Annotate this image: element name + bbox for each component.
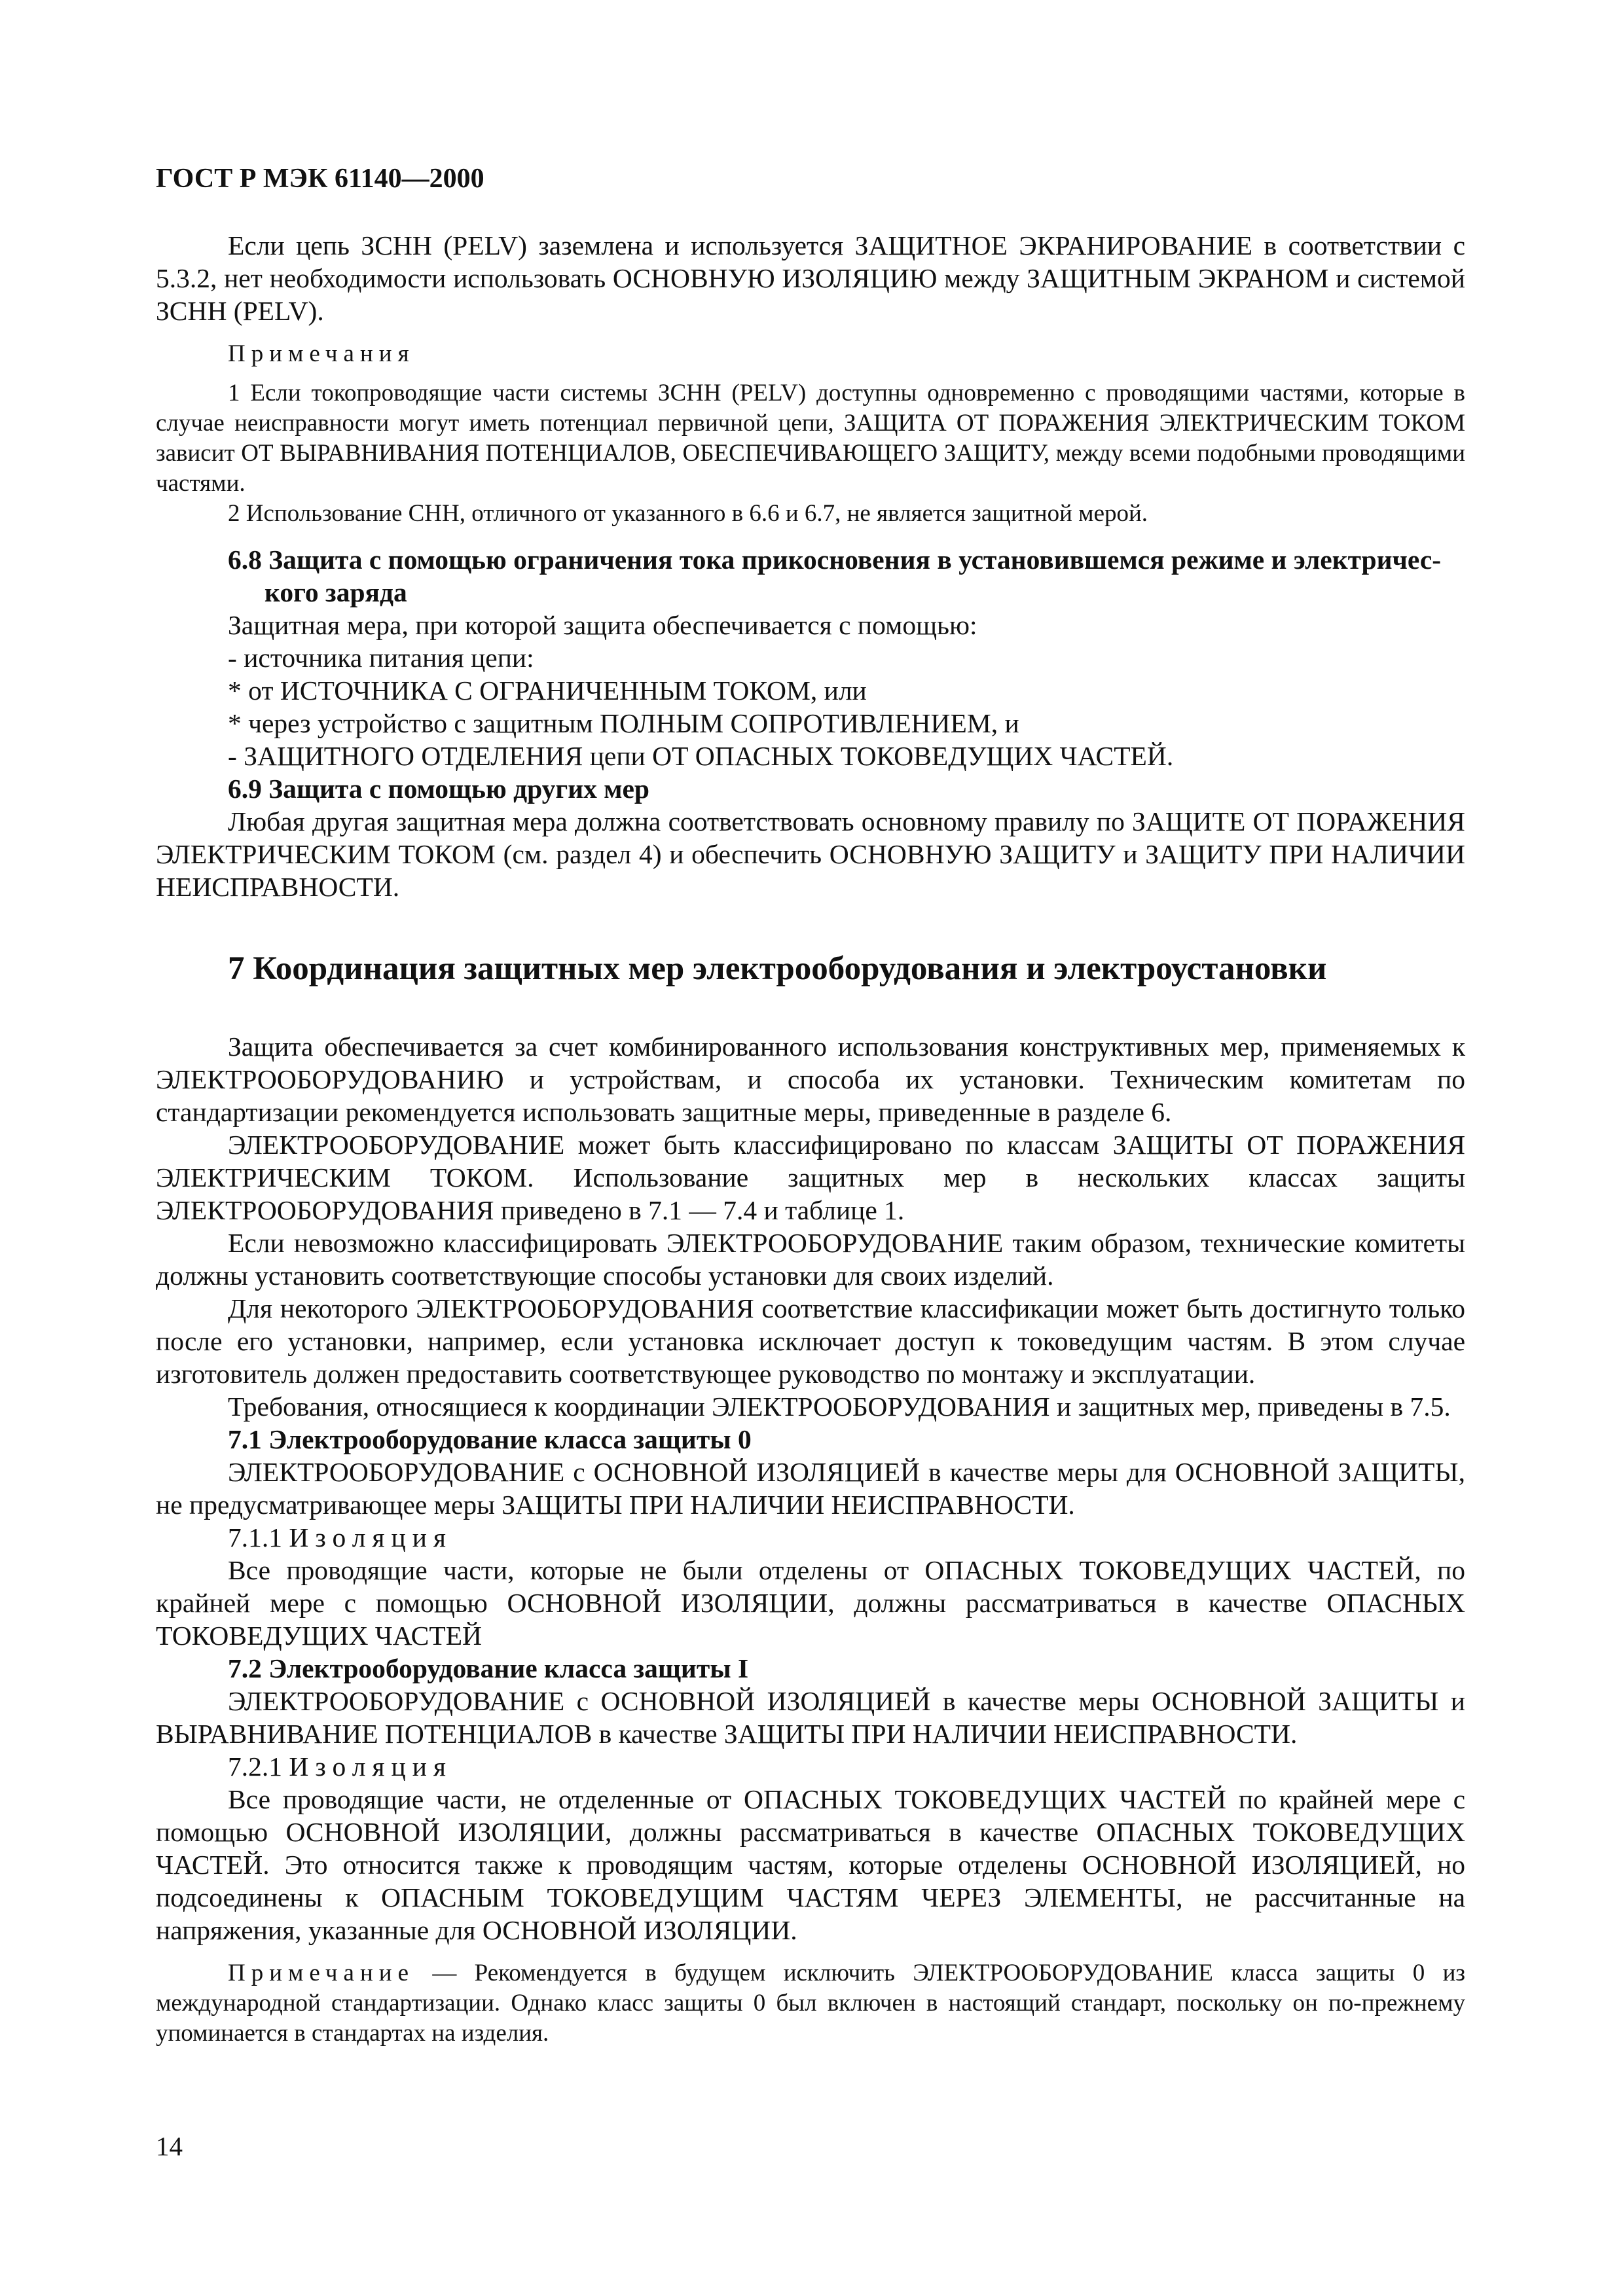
section-7-paragraph: ЭЛЕКТРООБОРУДОВАНИЕ может быть классифицировано по классам ЗАЩИТЫ ОТ ПОРАЖЕНИЯ ЭЛЕКТРИЧЕСКИМ ТОКОМ. Использование защитных мер в нескольких классах защиты ЭЛЕКТРООБОРУДОВАНИЯ приведено в 7.1 — 7.4 и таблице 1. xyxy=(156,1130,1465,1225)
section-7-body xyxy=(156,1030,1465,1423)
section-7-paragraph: Если невозможно классифицировать ЭЛЕКТРООБОРУДОВАНИЕ таким образом, технические комитеты должны установить соответствующие способы установки для своих изделий. xyxy=(156,1228,1465,1291)
list-item: - ЗАЩИТНОГО ОТДЕЛЕНИЯ цепи ОТ ОПАСНЫХ ТОКОВЕДУЩИХ ЧАСТЕЙ. xyxy=(228,741,1174,771)
page-number: 14 xyxy=(156,2131,183,2161)
section-number: 7.2.1 xyxy=(228,1751,282,1782)
section-number: 7.1.1 xyxy=(228,1522,282,1552)
list-item: * от ИСТОЧНИКА С ОГРАНИЧЕННЫМ ТОКОМ, или xyxy=(228,675,867,706)
section-title: Изоляция xyxy=(289,1522,453,1552)
section-7-1 xyxy=(156,1423,1465,1652)
list-item: * через устройство с защитным ПОЛНЫМ СОПРОТИВЛЕНИЕМ, и xyxy=(228,708,1019,738)
final-note-text: — Рекомендуется в будущем исключить ЭЛЕКТРООБОРУДОВАНИЕ класса защиты 0 из международной стандартизации. Однако класс защиты 0 был включен в настоящий стандарт, поскольку он по-прежнему упоминается в стандартах на изделия. xyxy=(156,1960,1465,2047)
section-6-8 xyxy=(156,543,1465,772)
section-7-1-text: ЭЛЕКТРООБОРУДОВАНИЕ с ОСНОВНОЙ ИЗОЛЯЦИЕЙ в качестве меры для ОСНОВНОЙ ЗАЩИТЫ, не предусматривающее меры ЗАЩИТЫ ПРИ НАЛИЧИИ НЕИСПРАВНОСТИ. xyxy=(156,1457,1465,1520)
section-7-1-1-text: Все проводящие части, которые не были отделены от ОПАСНЫХ ТОКОВЕДУЩИХ ЧАСТЕЙ, по крайней мере с помощью ОСНОВНОЙ ИЗОЛЯЦИИ, должны рассматриваться в качестве ОПАСНЫХ ТОКОВЕДУЩИХ ЧАСТЕЙ xyxy=(156,1555,1465,1651)
section-title: Изоляция xyxy=(289,1751,453,1782)
page-body xyxy=(156,229,1465,2049)
section-6-9 xyxy=(156,772,1465,903)
intro-paragraph: Если цепь ЗСНН (PELV) заземлена и используется ЗАЩИТНОЕ ЭКРАНИРОВАНИЕ в соответствии с 5.3.2, нет необходимости использовать ОСНОВНУЮ ИЗОЛЯЦИЮ между ЗАЩИТНЫМ ЭКРАНОМ и системой ЗСНН (PELV). xyxy=(156,230,1465,326)
section-6-9-text: Любая другая защитная мера должна соответствовать основному правилу по ЗАЩИТЕ ОТ ПОРАЖЕНИЯ ЭЛЕКТРИЧЕСКИМ ТОКОМ (см. раздел 4) и обеспечить ОСНОВНУЮ ЗАЩИТУ и ЗАЩИТУ ПРИ НАЛИЧИИ НЕИСПРАВНОСТИ. xyxy=(156,806,1465,902)
section-7-paragraph: Защита обеспечивается за счет комбинированного использования конструктивных мер, применяемых к ЭЛЕКТРООБОРУДОВАНИЮ и устройствам, и способа их установки. Техническим комитетам по стандартизации рекомендуется использовать защитные меры, приведенные в разделе 6. xyxy=(156,1031,1465,1127)
section-6-8-heading-line2: кого заряда xyxy=(264,577,407,607)
notes-heading: Примечания xyxy=(228,340,415,367)
document-header: ГОСТ Р МЭК 61140—2000 xyxy=(156,164,484,194)
section-7-1-heading: 7.1 Электрооборудование класса защиты 0 xyxy=(228,1424,752,1454)
section-6-8-lead: Защитная мера, при которой защита обеспечивается с помощью: xyxy=(228,610,977,640)
section-7-2 xyxy=(156,1652,1465,1946)
note-1: 1 Если токопроводящие части системы ЗСНН (PELV) доступны одновременно с проводящими частями, которые в случае неисправности могут иметь потенциал первичной цепи, ЗАЩИТА ОТ ПОРАЖЕНИЯ ЭЛЕКТРИЧЕСКИМ ТОКОМ зависит ОТ ВЫРАВНИВАНИЯ ПОТЕНЦИАЛОВ, ОБЕСПЕЧИВАЮЩЕГО ЗАЩИТУ, между всеми подобными проводящими частями. xyxy=(156,380,1465,497)
section-6-8-heading-line1: 6.8 Защита с помощью ограничения тока прикосновения в установившемся режиме и электричес- xyxy=(228,545,1442,575)
section-7-2-heading: 7.2 Электрооборудование класса защиты I xyxy=(228,1653,749,1683)
section-7-2-1-heading xyxy=(156,1750,1465,1783)
section-7-heading: 7 Координация защитных мер электрооборудования и электроустановки xyxy=(228,950,1327,987)
section-7-2-text: ЭЛЕКТРООБОРУДОВАНИЕ с ОСНОВНОЙ ИЗОЛЯЦИЕЙ в качестве меры ОСНОВНОЙ ЗАЩИТЫ и ВЫРАВНИВАНИЕ ПОТЕНЦИАЛОВ в качестве ЗАЩИТЫ ПРИ НАЛИЧИИ НЕИСПРАВНОСТИ. xyxy=(156,1686,1465,1749)
list-item: - источника питания цепи: xyxy=(228,643,534,673)
note-2: 2 Использование СНН, отличного от указанного в 6.6 и 6.7, не является защитной мерой. xyxy=(228,500,1148,527)
section-7-paragraph: Для некоторого ЭЛЕКТРООБОРУДОВАНИЯ соответствие классификации может быть достигнуто только после его установки, например, если установка исключает доступ к токоведущим частям. В этом случае изготовитель должен предоставить соответствующее руководство по монтажу и эксплуатации. xyxy=(156,1293,1465,1389)
final-note xyxy=(156,1958,1465,2049)
section-7-2-1-text: Все проводящие части, не отделенные от ОПАСНЫХ ТОКОВЕДУЩИХ ЧАСТЕЙ по крайней мере с помощью ОСНОВНОЙ ИЗОЛЯЦИИ, должны рассматриваться в качестве ОПАСНЫХ ТОКОВЕДУЩИХ ЧАСТЕЙ. Это относится также к проводящим частям, которые отделены ОСНОВНОЙ ИЗОЛЯЦИЕЙ, но подсоединены к ОПАСНЫМ ТОКОВЕДУЩИМ ЧАСТЯМ ЧЕРЕЗ ЭЛЕМЕНТЫ, не рассчитанные на напряжения, указанные для ОСНОВНОЙ ИЗОЛЯЦИИ. xyxy=(156,1784,1465,1945)
section-6-9-heading: 6.9 Защита с помощью других мер xyxy=(228,774,649,804)
section-7-1-1-heading xyxy=(156,1521,1465,1554)
section-7-paragraph: Требования, относящиеся к координации ЭЛЕКТРООБОРУДОВАНИЯ и защитных мер, приведены в 7.5. xyxy=(228,1391,1451,1422)
final-note-head: Примечание xyxy=(228,1960,414,1986)
